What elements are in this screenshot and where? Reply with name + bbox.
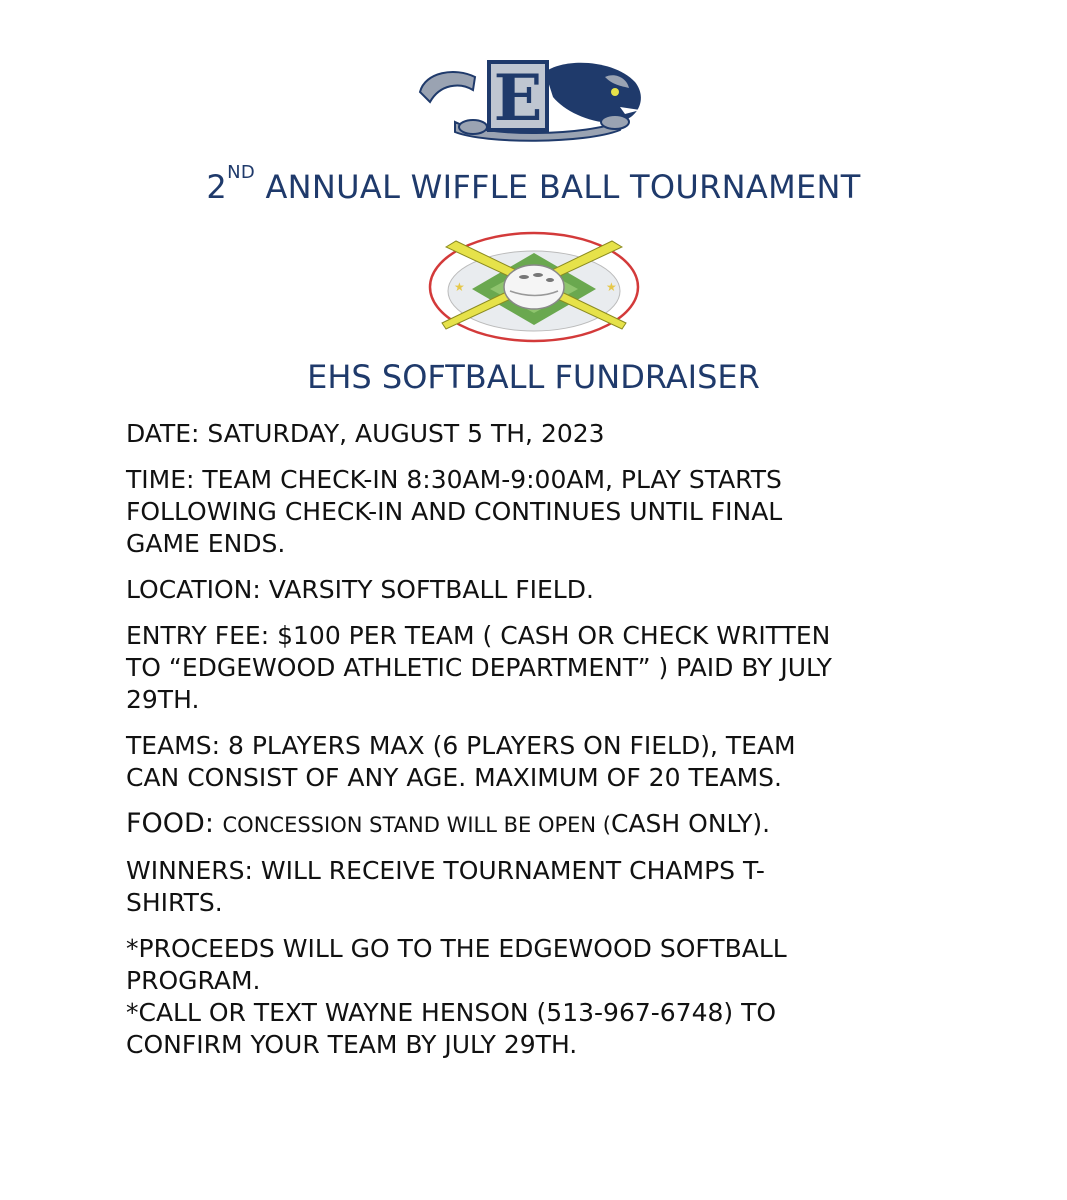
svg-text:★: ★ (454, 280, 465, 294)
winners-line-2: SHIRTS. (126, 888, 223, 917)
time-block (126, 464, 946, 560)
entry-line-2: TO “EDGEWOOD ATHLETIC DEPARTMENT” ) PAID BY JULY (126, 653, 832, 682)
food-text: CONCESSION STAND WILL BE OPEN ( (222, 813, 611, 837)
page-subtitle: EHS SOFTBALL FUNDRAISER (307, 358, 760, 396)
teams-line-2: CAN CONSIST OF ANY AGE. MAXIMUM OF 20 TEAMS. (126, 763, 782, 792)
school-logo-letter: E (493, 61, 543, 136)
winners-line-1: WINNERS: WILL RECEIVE TOURNAMENT CHAMPS T- (126, 856, 765, 885)
svg-text:★: ★ (606, 280, 617, 294)
food-label: FOOD: (126, 808, 223, 839)
food-line (126, 808, 946, 841)
food-cash: CASH ONLY). (611, 809, 771, 838)
teams-line-1: TEAMS: 8 PLAYERS MAX (6 PLAYERS ON FIELD), TEAM (126, 731, 796, 760)
time-line-1: TIME: TEAM CHECK-IN 8:30AM-9:00AM, PLAY STARTS (126, 465, 782, 494)
wiffle-ball-crossed-bats-icon (426, 225, 642, 345)
event-details (126, 418, 946, 1061)
winners-block (126, 855, 946, 919)
time-line-2: FOLLOWING CHECK-IN AND CONTINUES UNTIL FINAL (126, 497, 783, 526)
entry-line-3: 29TH. (126, 685, 200, 714)
title-ordinal: 2 (206, 168, 228, 206)
entry-fee-block (126, 620, 946, 716)
entry-line-1: ENTRY FEE: $100 PER TEAM ( CASH OR CHECK WRITTEN (126, 621, 831, 650)
proceeds-line-1: *PROCEEDS WILL GO TO THE EDGEWOOD SOFTBALL (126, 934, 787, 963)
title-text: ANNUAL WIFFLE BALL TOURNAMENT (255, 168, 861, 206)
panther-mascot-icon (415, 52, 650, 142)
proceeds-line-2: PROGRAM. (126, 966, 261, 995)
date-line: DATE: SATURDAY, AUGUST 5 TH, 2023 (126, 419, 605, 448)
proceeds-block (126, 933, 946, 1061)
title-ordinal-suffix: ND (227, 162, 256, 183)
location-line: LOCATION: VARSITY SOFTBALL FIELD. (126, 575, 594, 604)
page-title (0, 162, 1067, 206)
time-line-3: GAME ENDS. (126, 529, 286, 558)
call-line-2: CONFIRM YOUR TEAM BY JULY 29TH. (126, 1030, 578, 1059)
call-line-1: *CALL OR TEXT WAYNE HENSON (513-967-6748) TO (126, 998, 777, 1027)
teams-block (126, 730, 946, 794)
